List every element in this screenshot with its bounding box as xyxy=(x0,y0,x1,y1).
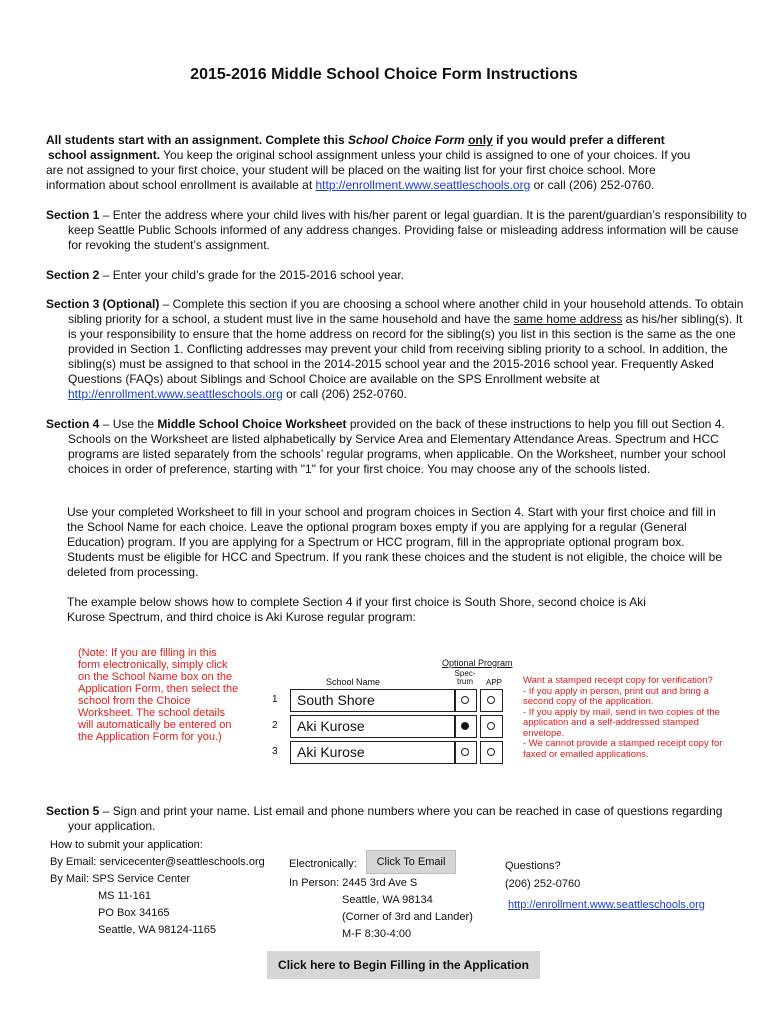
app-box xyxy=(480,741,503,764)
app-box xyxy=(480,689,503,712)
form-name: School Choice Form xyxy=(348,133,465,147)
submit-heading: How to submit your application: xyxy=(50,839,203,851)
submit-info-left: How to submit your application: By Email: servicecenter@seattleschools.org By Mail: SPS Service Center MS 11-161 PO Box 34165 Seattle, WA 98124-1165 xyxy=(50,837,290,939)
siblings-faq-link[interactable]: http://enrollment.www.seattleschools.org xyxy=(68,387,283,401)
section-1: Section 1 – Enter the address where your child lives with his/her parent or legal guardian. It is the parent/guardian’s responsibility to keep Seattle Public Schools informed of any address changes. Providing false or misleading address information will be cause for revoking the student’s assignment. xyxy=(46,208,747,252)
enrollment-link[interactable]: http://enrollment.www.seattleschools.org xyxy=(315,178,531,192)
enrollment-link-bottom[interactable]: http://enrollment.www.seattleschools.org xyxy=(508,899,705,911)
section-4-paragraph-2: Use your completed Worksheet to fill in your school and program choices in Section 4. Start with your first choice and fill in the School Name for each choice. Leave the optional program boxes empty if you are applying for a regular (General Education) program. If you are applying for a Spectrum or HCC program, fill in the appropriate optional program box. Students must be eligible for HCC and Spectrum. If you rank these choices and the student is not eligible, the choice will be deleted from processing. xyxy=(67,505,723,579)
email-address: By Email: servicecenter@seattleschools.org xyxy=(50,856,265,868)
electronic-note: (Note: If you are filling in this form electronically, simply click on the School Name box on the Application Form, then select the school from the Choice Worksheet. The school details will automatically be entered on the Application Form for you.) xyxy=(78,647,239,743)
intro-paragraph: All students start with an assignment. Complete this School Choice Form only if you would prefer a different school assignment. You keep the original school assignment unless your child is assigned to one of your choices. If you are not assigned to your first choice, your student will be placed on the waiting list for your first choice school. More information about school enrollment is available at http://enrollment.www.seattleschools.org or call (206) 252-0760. xyxy=(46,133,691,192)
example-row xyxy=(272,689,504,712)
receipt-note: Want a stamped receipt copy for verification? - If you apply in person, print out and bring a second copy of the application. - If you apply by mail, send in two copies of the application and a self-addressed stamped envelope. - We cannot provide a stamped receipt copy for faxed or emailed applications. xyxy=(523,675,723,760)
app-box xyxy=(480,715,503,738)
electronically-label: Electronically: xyxy=(289,858,357,870)
spectrum-radio-icon xyxy=(461,748,469,756)
optional-program-header: Optional Program xyxy=(442,658,513,668)
app-radio-icon xyxy=(487,696,495,704)
app-radio-icon xyxy=(487,722,495,730)
school-name-box: Aki Kurose xyxy=(290,741,456,764)
begin-application-button[interactable]: Click here to Begin Filling in the Application xyxy=(267,951,540,979)
app-radio-icon xyxy=(487,748,495,756)
spectrum-box xyxy=(454,741,477,764)
row-number: 2 xyxy=(272,720,278,731)
section-3: Section 3 (Optional) – Complete this section if you are choosing a school where another child in your household attends. To obtain sibling priority for a school, a student must live in the same household and have the same home address as his/her sibling(s). It is your responsibility to ensure that the home address on record for the sibling(s) you list in this section is the same as the one provided in Section 1. Conflicting addresses may prevent your child from receiving sibling priority to a school. In addition, the sibling(s) must be assigned to that school in the 2014-2015 school year and the 2015-2016 school year. Frequently Asked Questions (FAQs) about Siblings and School Choice are available on the SPS Enrollment website at http://enrollment.www.seattleschools.org or call (206) 252-0760. xyxy=(46,297,744,401)
row-number: 3 xyxy=(272,746,278,757)
school-name-box: South Shore xyxy=(290,689,456,712)
section-4-paragraph-3: The example below shows how to complete Section 4 if your first choice is South Shore, second choice is Aki Kurose Spectrum, and third choice is Aki Kurose regular program: xyxy=(67,595,646,624)
school-name-header: School Name xyxy=(326,677,381,687)
spectrum-box xyxy=(454,689,477,712)
spectrum-box xyxy=(454,715,477,738)
in-person-info: In Person: 2445 3rd Ave S Seattle, WA 98134 (Corner of 3rd and Lander) M-F 8:30-4:00 xyxy=(289,877,473,940)
spectrum-radio-icon xyxy=(461,696,469,704)
section-4: Section 4 – Use the Middle School Choice Worksheet provided on the back of these instructions to help you fill out Section 4. Schools on the Worksheet are listed alphabetically by Service Area and Elementary Attendance Areas. Spectrum and HCC programs are listed separately from the schools’ regular programs, when applicable. On the Worksheet, number your school choices in order of preference, starting with "1" for your first choice. You may choose any of the schools listed. xyxy=(46,417,726,476)
app-header: APP xyxy=(485,678,502,687)
worksheet-name: Middle School Choice Worksheet xyxy=(157,417,347,431)
page-title: 2015-2016 Middle School Choice Form Instructions xyxy=(190,66,578,83)
row-number: 1 xyxy=(272,694,278,705)
click-to-email-button[interactable]: Click To Email xyxy=(366,850,456,874)
only-word: only xyxy=(468,133,493,147)
school-name-box: Aki Kurose xyxy=(290,715,456,738)
example-row xyxy=(272,715,504,738)
section-2: Section 2 – Enter your child’s grade for the 2015-2016 school year. xyxy=(46,268,404,282)
mail-address: By Mail: SPS Service Center xyxy=(50,873,190,885)
section-5: Section 5 – Sign and print your name. List email and phone numbers where you can be reached in case of questions regarding your application. xyxy=(46,804,723,833)
phone-number: (206) 252-0760 xyxy=(505,878,581,890)
example-row xyxy=(272,741,504,764)
intro-bold: All students start with an assignment. Complete this xyxy=(46,133,349,147)
spectrum-header: Spec-trum xyxy=(454,669,476,686)
questions-label: Questions? xyxy=(505,860,561,872)
spectrum-radio-filled-icon xyxy=(461,722,469,730)
